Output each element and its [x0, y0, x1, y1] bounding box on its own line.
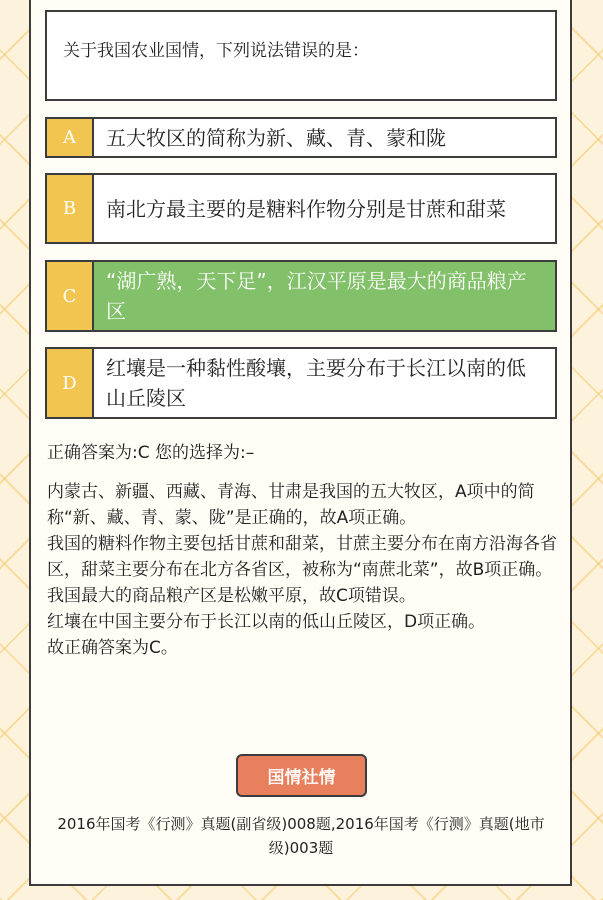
explanation-paragraph: 红壤在中国主要分布于长江以南的低山丘陵区，D项正确。 [47, 612, 486, 632]
option-c[interactable] [45, 260, 557, 332]
explanation-paragraph: 我国的糖料作物主要包括甘蔗和甜菜，甘蔗主要分布在南方沿海各省区，甜菜主要分布在北方各省区，被称为“南蔗北菜”，故B项正确。 [47, 534, 557, 580]
option-text: 五大牧区的简称为新、藏、青、蒙和陇 [106, 125, 446, 150]
explanation-paragraph: 故正确答案为C。 [47, 638, 178, 658]
tag-button[interactable]: 国情社情 [236, 754, 367, 797]
option-text: 南北方最主要的是糖料作物分别是甘蔗和甜菜 [106, 196, 506, 221]
option-letter: C [47, 262, 94, 330]
option-letter: B [47, 175, 94, 242]
answer-line: 正确答案为:C 您的选择为:– [47, 443, 255, 463]
option-letter: D [47, 349, 94, 417]
option-b[interactable] [45, 173, 557, 244]
option-d[interactable] [45, 347, 557, 419]
option-letter: A [47, 119, 94, 156]
option-text: “湖广熟，天下足”，江汉平原是最大的商品粮产区 [106, 269, 527, 323]
question-text: 关于我国农业国情，下列说法错误的是： [63, 41, 369, 61]
explanation-paragraph: 内蒙古、新疆、西藏、青海、甘肃是我国的五大牧区，A项中的简称“新、藏、青、蒙、陇”是正确的，故A项正确。 [47, 482, 535, 528]
option-text: 红壤是一种黏性酸壤，主要分布于长江以南的低山丘陵区 [106, 356, 526, 410]
option-a[interactable] [45, 117, 557, 158]
source-text: 2016年国考《行测》真题(副省级)008题,2016年国考《行测》真题(地市级)003题 [57, 815, 545, 857]
explanation-paragraph: 我国最大的商品粮产区是松嫩平原，故C项错误。 [47, 586, 416, 606]
explanation [47, 479, 559, 661]
question-box [45, 10, 557, 101]
